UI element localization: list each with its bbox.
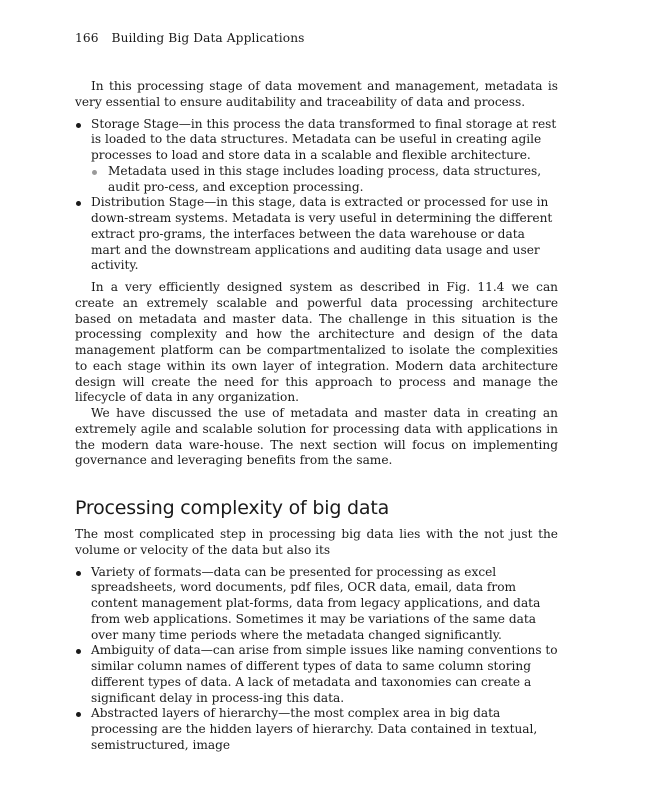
sub-list-item-text: Metadata used in this stage includes loading process, data structures, audit pro-cess, and exception processing. [108,163,542,194]
list-item [75,195,558,274]
running-title: Building Big Data Applications [111,31,305,45]
list-item [75,117,558,196]
list-item-text: Ambiguity of data—can arise from simple issues like naming conventions to similar column names of different types of data to same column storing different types of data. A lack of metadata and taxonomies can create a significant delay in process-ing this data. [91,643,558,705]
bullet-icon [76,123,81,128]
page-number: 166 [75,31,99,45]
complexity-list [75,565,558,754]
list-item-text: Variety of formats—data can be presented for processing as excel spreadsheets, word documents, pdf files, OCR data, email, data from content management plat-forms, data from legacy applications, and data from web applications. Sometimes it may be variations of the same data over many time periods where the metadata changed significantly. [91,564,541,642]
stage-list [75,117,558,275]
sub-list-item [75,164,558,196]
section-intro-paragraph: The most complicated step in processing big data lies with the not just the volume or velocity of the data but also its [75,527,558,557]
list-item-text: Storage Stage—in this process the data transformed to final storage at rest is loaded to the data structures. Metadata can be useful in creating agile processes to load and store data in a scalable and flexible architecture. [91,116,557,162]
bullet-icon [76,649,81,654]
page-body [75,79,558,760]
bullet-icon [76,201,81,206]
body-paragraph: In a very efficiently designed system as described in Fig. 11.4 we can create an extremely scalable and powerful data processing architecture based on metadata and master data. The challenge in this situation is the processing complexity and how the architecture and design of the data management platform can be compartmentalized to isolate the complexities to each stage within its own layer of integration. Modern data architecture design will create the need for this approach to process and manage the lifecycle of data in any organization. [75,280,558,405]
bullet-icon [76,712,81,717]
sub-bullet-icon [92,170,97,175]
list-item [75,565,558,644]
intro-paragraph: In this processing stage of data movement and management, metadata is very essential to ensure auditability and traceability of data and process. [75,79,558,109]
sub-list [75,164,558,196]
list-item [75,643,558,706]
list-item [75,706,558,753]
body-paragraph: We have discussed the use of metadata and master data in creating an extremely agile and scalable solution for processing data with applications in the modern data ware-house. The next section will focus on implementing governance and leveraging benefits from the same. [75,406,558,468]
list-item-text: Abstracted layers of hierarchy—the most complex area in big data processing are the hidden layers of hierarchy. Data contained in textual, semistructured, image [91,706,538,752]
section-heading: Processing complexity of big data [75,497,390,519]
bullet-icon [76,571,81,576]
list-item-text: Distribution Stage—in this stage, data is extracted or processed for use in down-stream systems. Metadata is very useful in determining the different extract pro-grams, the interfaces between the data warehouse or data mart and the downstream applications and auditing data usage and user activity. [91,195,553,273]
running-head [75,31,305,45]
